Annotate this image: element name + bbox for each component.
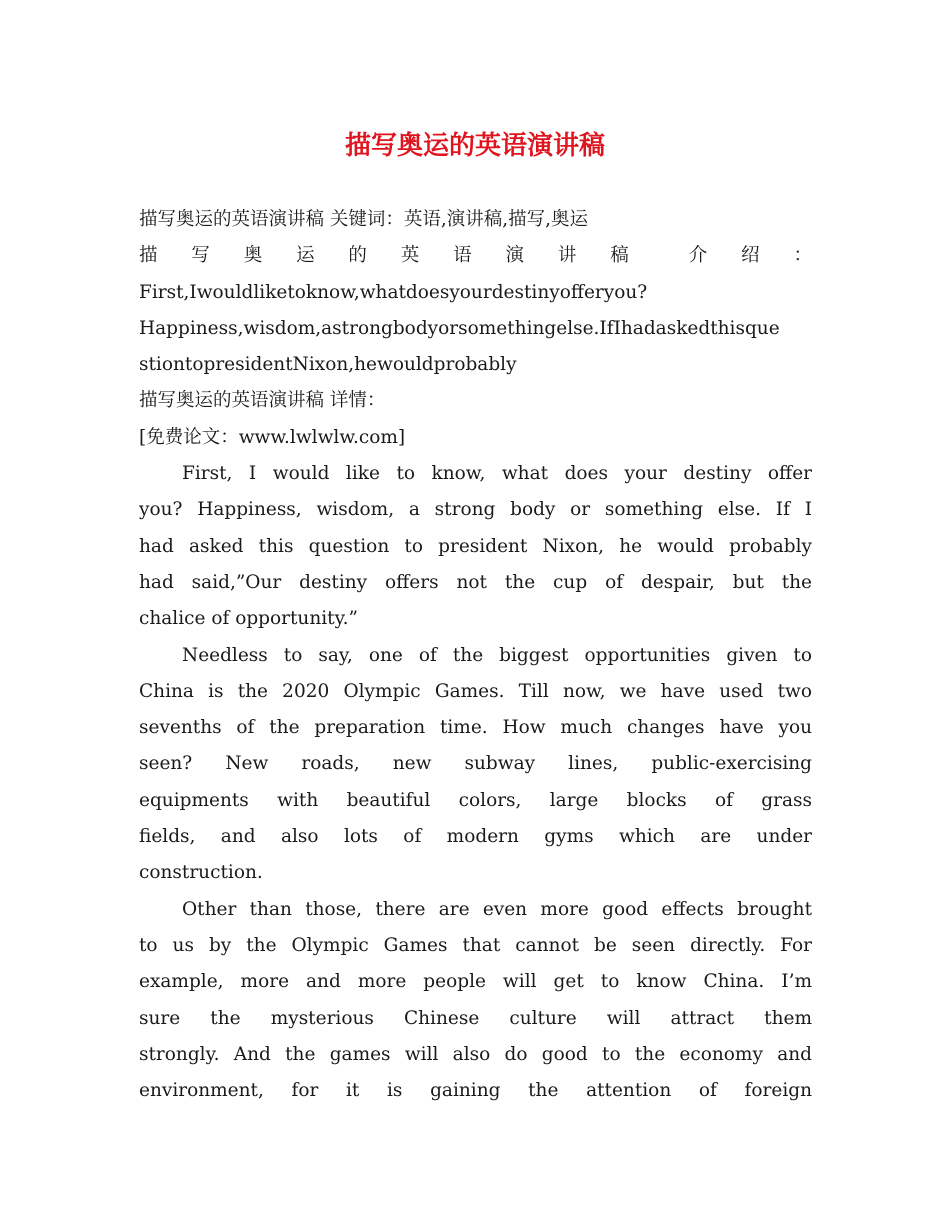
paragraph-line: sevenths of the preparation time. How much changes have you: [139, 717, 812, 739]
paragraph-line: Other than those, there are even more good effects brought: [182, 898, 812, 920]
intro-line: First,Iwouldliketoknow,whatdoesyourdestinyofferyou?: [139, 281, 648, 303]
paragraph-line: seen? New roads, new subway lines, public-exercising: [139, 753, 812, 775]
paragraph-line: had said,”Our destiny offers not the cup of despair, but the: [139, 571, 812, 593]
paragraph-line: environment, for it is gaining the attention of foreign: [139, 1080, 812, 1102]
source-line: [免费论文：www.lwlwlw.com]: [139, 426, 406, 448]
paragraph-line: construction.: [139, 862, 263, 884]
paragraph-line: strongly. And the games will also do good to the economy and: [139, 1043, 812, 1065]
paragraph-line: chalice of opportunity.”: [139, 608, 358, 630]
intro-label: 描 写 奥 运 的 英 语 演 讲 稿 介 绍 ：: [139, 245, 812, 267]
paragraph-line: First, I would like to know, what does your destiny offer: [182, 463, 812, 485]
document-body: [139, 202, 812, 1109]
paragraph-line: sure the mysterious Chinese culture will attract them: [139, 1007, 812, 1029]
intro-line: Happiness,wisdom,astrongbodyorsomethingelse.IfIhadaskedthisque: [139, 317, 780, 339]
details-line: 描写奥运的英语演讲稿 详情：: [139, 390, 386, 412]
paragraph-line: you? Happiness, wisdom, a strong body or something else. If I: [139, 499, 812, 521]
paragraph-line: Needless to say, one of the biggest opportunities given to: [182, 644, 812, 666]
intro-line: stiontopresidentNixon,hewouldprobably: [139, 354, 517, 376]
keywords-line: 描写奥运的英语演讲稿 关键词：英语,演讲稿,描写,奥运: [139, 209, 589, 230]
document-title: 描写奥运的英语演讲稿: [344, 131, 605, 161]
paragraph-line: example, more and more people will get to know China. I’m: [139, 971, 812, 993]
paragraph-line: had asked this question to president Nixon, he would probably: [139, 535, 812, 557]
paragraph-line: to us by the Olympic Games that cannot be seen directly. For: [139, 934, 812, 956]
paragraph-line: equipments with beautiful colors, large blocks of grass: [139, 789, 812, 811]
paragraph-line: fields, and also lots of modern gyms which are under: [139, 826, 812, 848]
paragraph-line: China is the 2020 Olympic Games. Till now, we have used two: [139, 680, 812, 702]
